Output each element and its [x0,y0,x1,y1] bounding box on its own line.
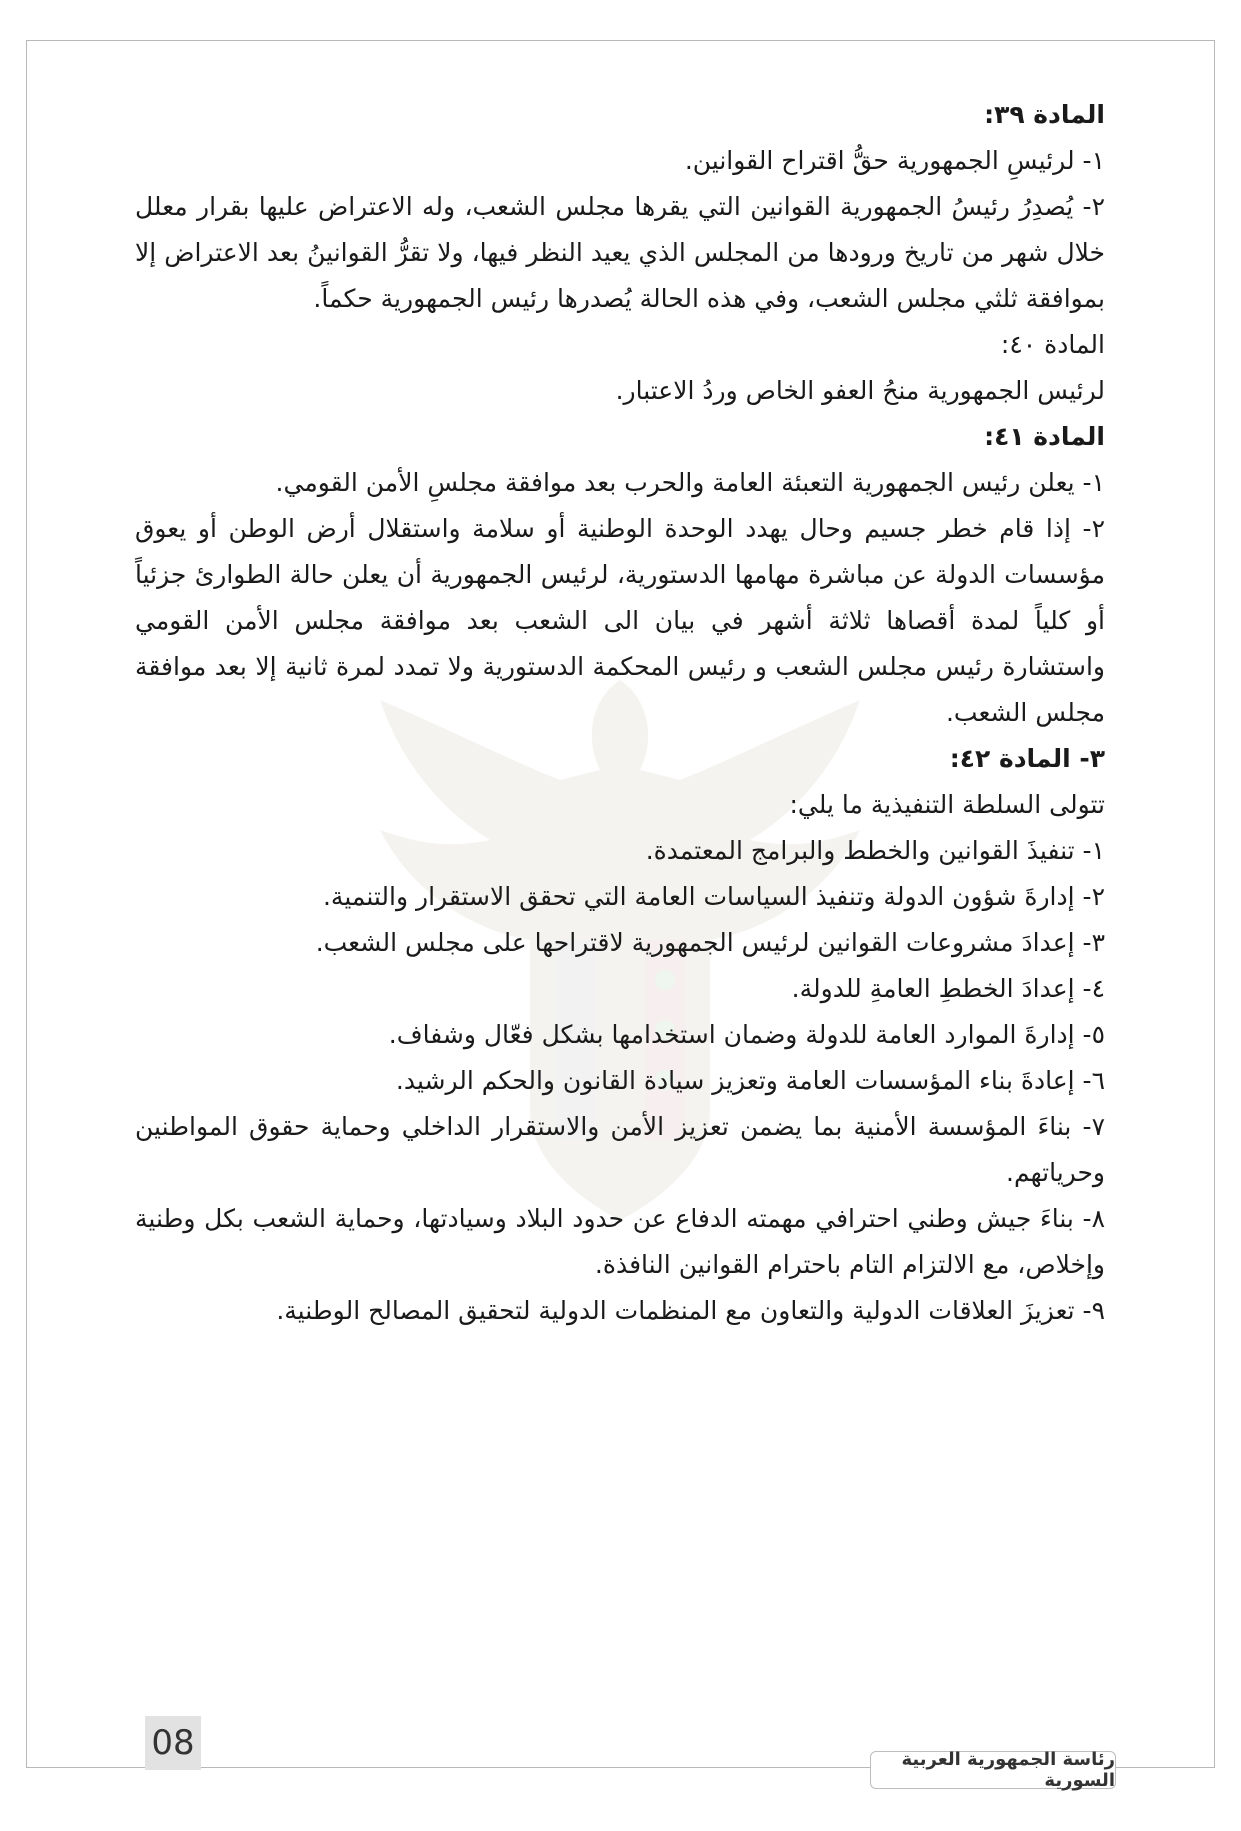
article-42-item-5: ٥- إدارةَ الموارد العامة للدولة وضمان استخدامها بشكل فعّال وشفاف. [388,1020,1105,1049]
article-42-intro: تتولى السلطة التنفيذية ما يلي: [789,790,1105,819]
document-body [135,92,1105,1334]
article-42-item-1: ١- تنفيذَ القوانين والخطط والبرامج المعتمدة. [645,836,1105,865]
article-42-item-4: ٤- إعدادَ الخططِ العامةِ للدولة. [791,974,1105,1003]
article-42-item-6: ٦- إعادةَ بناء المؤسسات العامة وتعزيز سيادة القانون والحكم الرشيد. [395,1066,1105,1095]
page-number: 08 [145,1716,201,1770]
article-41-heading: المادة ٤١: [984,422,1105,451]
article-41-item-1: ١- يعلن رئيس الجمهورية التعبئة العامة والحرب بعد موافقة مجلسِ الأمن القومي. [275,468,1105,497]
article-40-item-1: لرئيس الجمهورية منحُ العفو الخاص وردُ الاعتبار. [615,376,1105,405]
article-42-item-2: ٢- إدارةَ شؤون الدولة وتنفيذ السياسات العامة التي تحقق الاستقرار والتنمية. [322,882,1105,911]
footer-label: رئاسة الجمهورية العربية السورية [870,1751,1116,1789]
article-42-item-9: ٩- تعزيزَ العلاقات الدولية والتعاون مع المنظمات الدولية لتحقيق المصالح الوطنية. [276,1296,1105,1325]
article-42-item-3: ٣- إعدادَ مشروعات القوانين لرئيس الجمهورية لاقتراحها على مجلس الشعب. [315,928,1105,957]
article-40-heading: المادة ٤٠: [1000,330,1105,359]
article-39-item-1: ١- لرئيسِ الجمهورية حقُّ اقتراح القوانين. [684,146,1105,175]
article-42-item-7: ٧- بناءَ المؤسسة الأمنية بما يضمن تعزيز الأمن والاستقرار الداخلي وحماية حقوق المواطنين وحرياتهم. [135,1112,1105,1187]
article-39-item-2: ٢- يُصدِرُ رئيسُ الجمهورية القوانين التي يقرها مجلس الشعب، وله الاعتراض عليها بقرار معلل خلال شهر من تاريخ ورودها من المجلس الذي يعيد النظر فيها، ولا تقرُّ القوانينُ بعد الاعتراض إلا بموافقة ثلثي مجلس الشعب، وفي هذه الحالة يُصدرها رئيس الجمهورية حكماً. [135,192,1105,313]
article-42-heading: ٣- المادة ٤٢: [949,744,1105,773]
article-41-item-2: ٢- إذا قام خطر جسيم وحال يهدد الوحدة الوطنية أو سلامة واستقلال أرض الوطن أو يعوق مؤسسات الدولة عن مباشرة مهامها الدستورية، لرئيس الجمهورية أن يعلن حالة الطوارئ جزئياً أو كلياً لمدة أقصاها ثلاثة أشهر في بيان الى الشعب بعد موافقة مجلس الأمن القومي واستشارة رئيس مجلس الشعب و رئيس المحكمة الدستورية ولا تمدد لمرة ثانية إلا بعد موافقة مجلس الشعب. [135,514,1105,727]
article-39-heading: المادة ٣٩: [984,100,1105,129]
article-42-item-8: ٨- بناءَ جيش وطني احترافي مهمته الدفاع عن حدود البلاد وسيادتها، وحماية الشعب بكل وطنية وإخلاص، مع الالتزام التام باحترام القوانين النافذة. [135,1204,1105,1279]
